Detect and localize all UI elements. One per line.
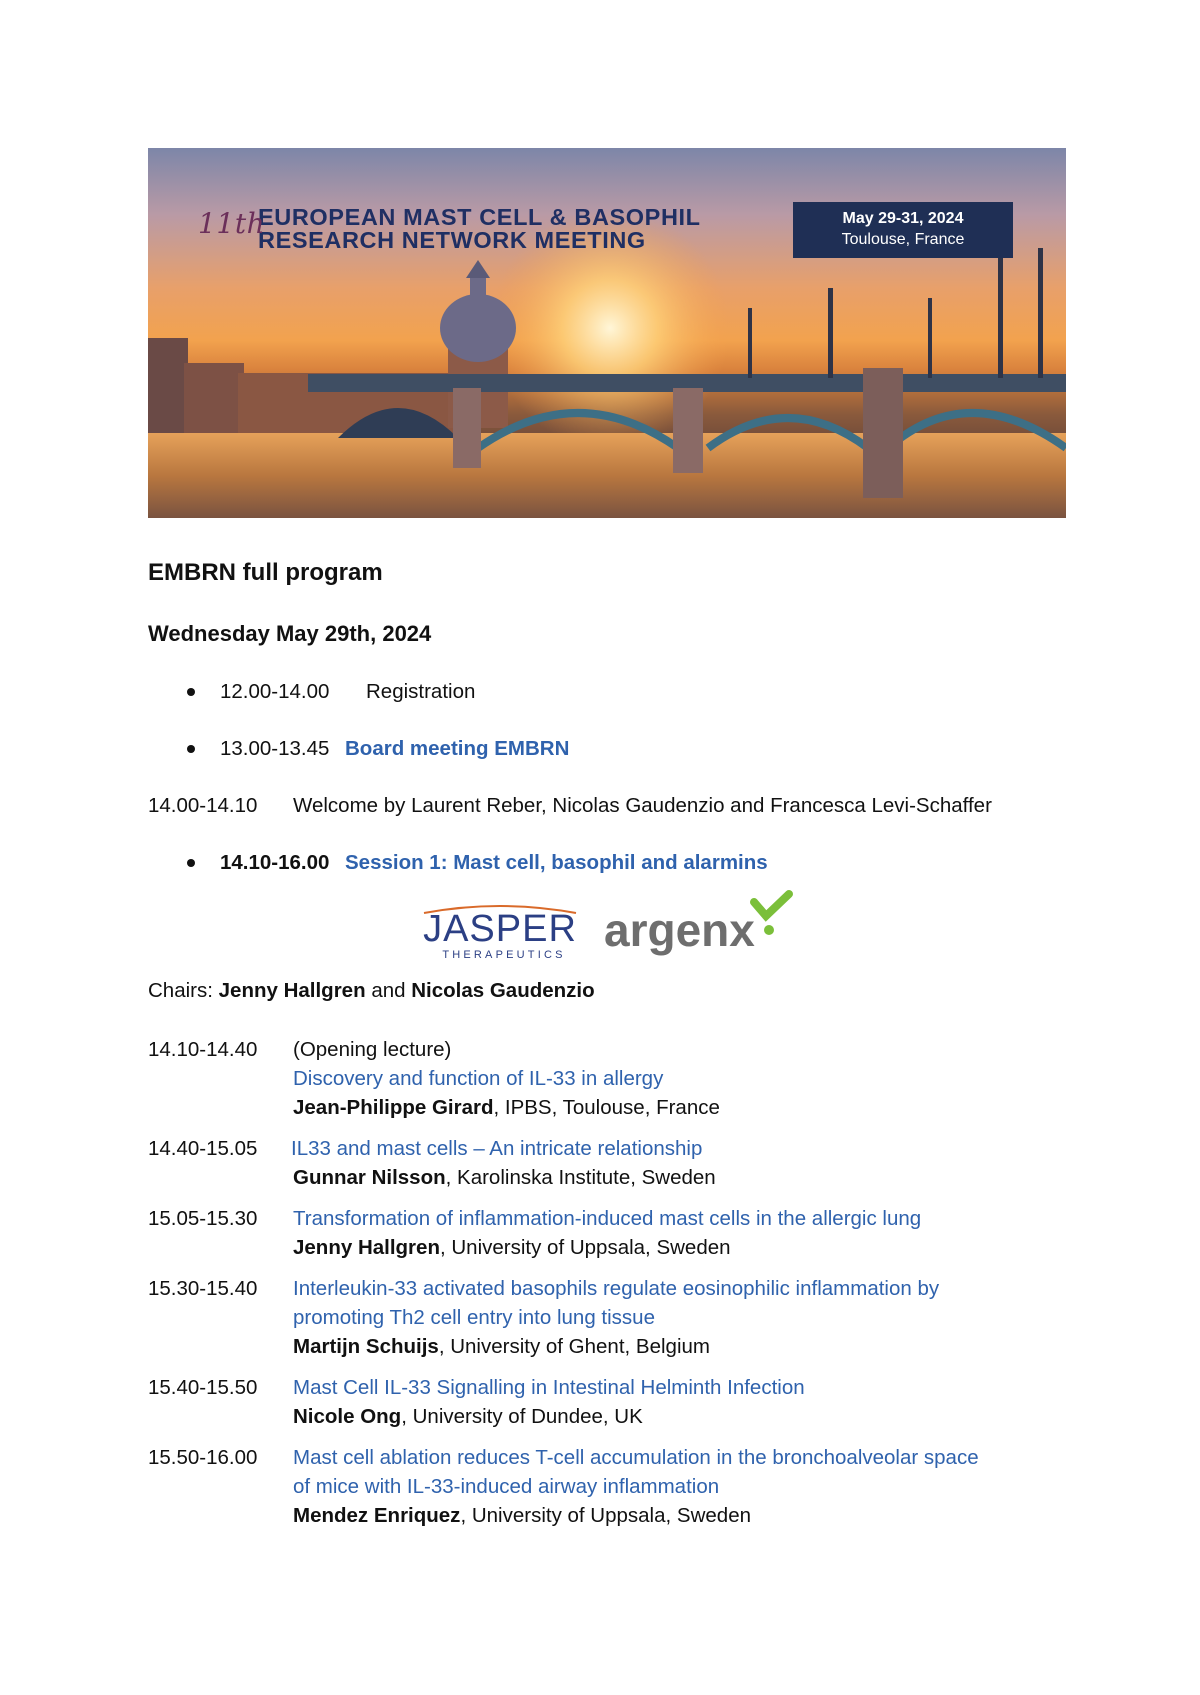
speaker-name: Nicole Ong — [293, 1405, 402, 1428]
conference-banner — [148, 148, 1066, 518]
banner-title-line1: EUROPEAN MAST CELL & BASOPHIL — [258, 204, 701, 230]
talk-speaker-line — [293, 1236, 731, 1260]
speaker-name: Jenny Hallgren — [293, 1236, 440, 1259]
bullet-dot — [187, 859, 195, 867]
talk-speaker-line — [293, 1504, 751, 1528]
item-time: 12.00-14.00 — [220, 680, 330, 703]
speaker-affiliation: , IPBS, Toulouse, France — [493, 1096, 720, 1119]
item-text: Registration — [366, 680, 476, 703]
svg-text:THERAPEUTICS: THERAPEUTICS — [442, 949, 566, 961]
bullet-dot — [187, 688, 195, 696]
talk-title-cont: of mice with IL-33-induced airway inflammation — [293, 1475, 720, 1498]
talk-title: Interleukin-33 activated basophils regulate eosinophilic inflammation by — [293, 1277, 940, 1300]
speaker-name: Martijn Schuijs — [293, 1335, 439, 1358]
speaker-name: Gunnar Nilsson — [293, 1166, 446, 1189]
bullet-dot — [187, 745, 195, 753]
item-text: Welcome by Laurent Reber, Nicolas Gaudenzio and Francesca Levi-Schaffer — [293, 794, 992, 817]
talk-time: 15.40-15.50 — [148, 1376, 258, 1399]
speaker-affiliation: , University of Dundee, UK — [401, 1405, 643, 1428]
speaker-name: Mendez Enriquez — [293, 1504, 461, 1527]
svg-text:JASPER: JASPER — [423, 908, 577, 950]
chairs-label: Chairs: — [148, 979, 213, 1002]
talk-note: (Opening lecture) — [293, 1038, 452, 1061]
talk-time: 14.10-14.40 — [148, 1038, 258, 1061]
speaker-affiliation: , University of Uppsala, Sweden — [460, 1504, 751, 1527]
jasper-logo — [416, 905, 584, 961]
program-heading: EMBRN full program — [148, 559, 383, 586]
item-time: 14.00-14.10 — [148, 794, 258, 817]
speaker-affiliation: , Karolinska Institute, Sweden — [445, 1166, 716, 1189]
talk-time: 15.05-15.30 — [148, 1207, 258, 1230]
talk-title: Mast cell ablation reduces T-cell accumulation in the bronchoalveolar space — [293, 1446, 979, 1469]
session-title: Session 1: Mast cell, basophil and alarmins — [345, 851, 768, 874]
speaker-affiliation: , University of Uppsala, Sweden — [439, 1236, 731, 1259]
talk-speaker-line — [293, 1166, 716, 1190]
banner-title — [198, 204, 701, 253]
talk-title: Transformation of inflammation-induced mast cells in the allergic lung — [293, 1207, 922, 1230]
chair-name: Jenny Hallgren — [218, 979, 366, 1002]
chair-name: Nicolas Gaudenzio — [411, 979, 595, 1002]
chairs-and: and — [371, 979, 406, 1002]
argenx-logo — [604, 890, 804, 960]
speaker-affiliation: , University of Ghent, Belgium — [438, 1335, 710, 1358]
talk-time: 15.30-15.40 — [148, 1277, 258, 1300]
talk-title: Discovery and function of IL-33 in allergy — [293, 1067, 664, 1090]
talk-speaker-line — [293, 1096, 720, 1120]
item-text: Board meeting EMBRN — [345, 737, 570, 760]
banner-title-line2: RESEARCH NETWORK MEETING — [258, 227, 646, 253]
talk-time: 15.50-16.00 — [148, 1446, 258, 1469]
edition-label: 11th — [198, 207, 266, 240]
item-time: 13.00-13.45 — [220, 737, 330, 760]
chairs-line — [148, 979, 595, 1003]
date-location-box — [793, 202, 1013, 258]
session-time: 14.10-16.00 — [220, 851, 330, 874]
speaker-name: Jean-Philippe Girard — [293, 1096, 494, 1119]
svg-text:argenx: argenx — [604, 904, 755, 956]
talk-speaker-line — [293, 1335, 710, 1359]
meeting-dates: May 29-31, 2024 — [842, 210, 964, 227]
talk-title: Mast Cell IL-33 Signalling in Intestinal Helminth Infection — [293, 1376, 805, 1399]
talk-speaker-line — [293, 1405, 643, 1429]
talk-title-cont: promoting Th2 cell entry into lung tissue — [293, 1306, 655, 1329]
day-heading: Wednesday May 29th, 2024 — [148, 621, 432, 646]
talk-time: 14.40-15.05 — [148, 1137, 258, 1160]
talk-title: IL33 and mast cells – An intricate relationship — [291, 1137, 703, 1160]
meeting-location: Toulouse, France — [841, 231, 965, 248]
